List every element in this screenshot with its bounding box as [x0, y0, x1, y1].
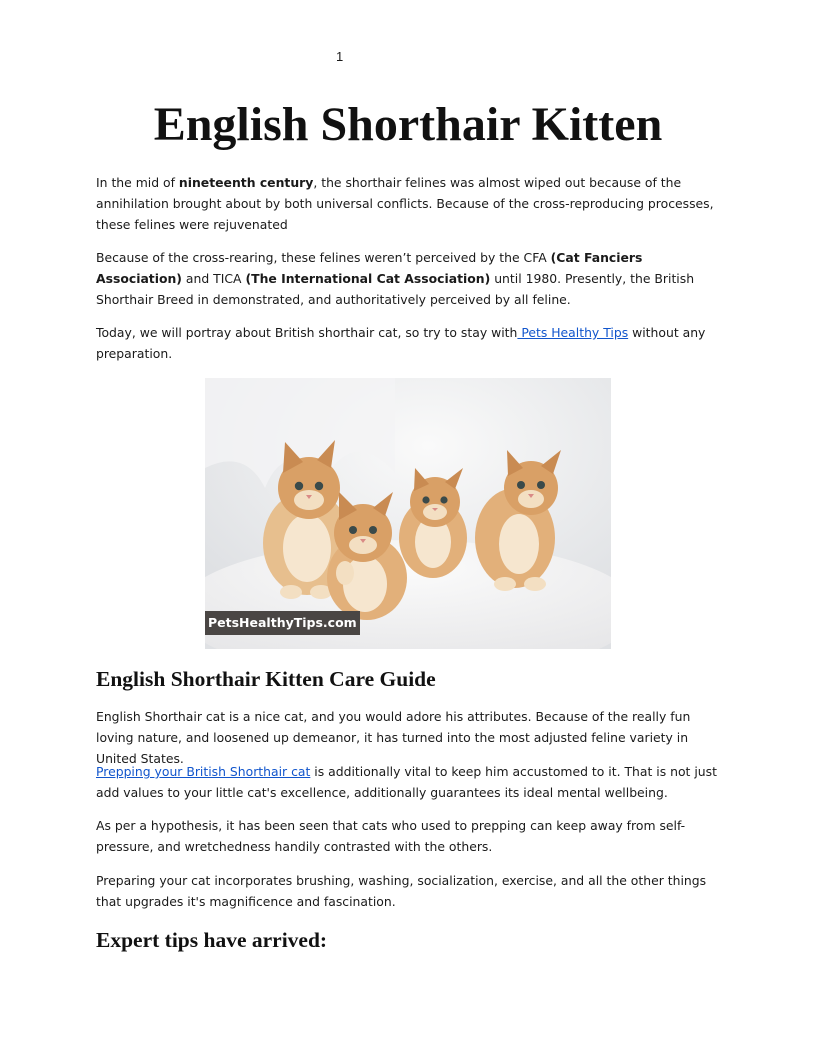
intro-p2-bold-cfa: (Cat Fanciers Association) — [96, 250, 643, 286]
intro-p1-bold: nineteenth century — [178, 175, 314, 190]
intro-p3-after: without any preparation. — [96, 325, 706, 361]
care-guide-heading: English Shorthair Kitten Care Guide — [96, 667, 436, 691]
intro-paragraph-1 — [96, 173, 726, 235]
intro-p1-before: In the mid of — [96, 175, 179, 190]
care-guide-paragraph-3: As per a hypothesis, it has been seen that cats who used to prepping can keep away from self-pressure, and wretchedness handily contrasted with the others. — [96, 818, 686, 854]
kittens-illustration — [205, 378, 611, 649]
intro-paragraph-2 — [96, 248, 726, 310]
intro-p2-middle: and TICA — [181, 270, 246, 286]
page-title: English Shorthair Kitten — [153, 98, 663, 151]
page-number: 1 — [336, 49, 344, 64]
intro-p2-after: until 1980. Presently, the British Shorthair Breed in demonstrated, and authoritatively perceived by all feline. — [96, 270, 695, 307]
care-guide-paragraph-2 — [96, 762, 726, 804]
image-watermark: PetsHealthyTips.com — [205, 611, 360, 635]
intro-p1-after: , the shorthair felines was almost wiped out because of the annihilation brought about by both universal conflicts. Because of the cross-reproducing processes, these felines were rejuvenated — [96, 175, 714, 232]
intro-paragraph-3 — [96, 323, 726, 365]
intro-p2-before: Because of the cross-rearing, these felines weren’t perceived by the CFA — [96, 250, 551, 265]
prepping-british-shorthair-link[interactable]: Prepping your British Shorthair cat — [96, 764, 311, 779]
kittens-photo — [205, 378, 611, 649]
care-guide-paragraph-1: English Shorthair cat is a nice cat, and you would adore his attributes. Because of the really fun loving nature, and loosened up demeanor, it has turned into the most adjusted feline variety in United States. — [96, 709, 691, 766]
intro-p2-bold-tica: (The International Cat Association) — [245, 270, 491, 286]
care-guide-p2-after: is additionally vital to keep him accustomed to it. That is not just add values to your little cat's excellence, additionally guarantees its ideal mental wellbeing. — [96, 764, 717, 800]
pets-healthy-tips-link[interactable]: Pets Healthy Tips — [517, 325, 629, 340]
intro-p3-before: Today, we will portray about British shorthair cat, so try to stay with — [96, 325, 518, 340]
expert-tips-heading: Expert tips have arrived: — [96, 928, 328, 952]
care-guide-paragraph-4: Preparing your cat incorporates brushing, washing, socialization, exercise, and all the other things that upgrades it's magnificence and fascination. — [96, 873, 707, 909]
